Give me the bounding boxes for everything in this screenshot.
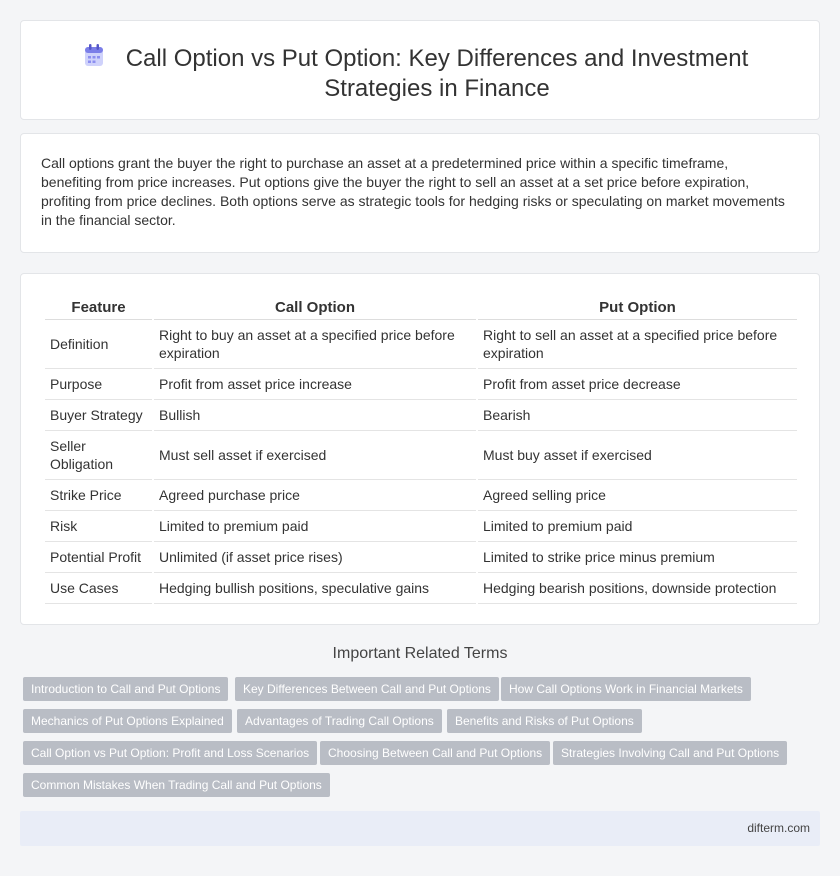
related-term-link[interactable]: Call Option vs Put Option: Profit and Loss Scenarios [23, 741, 317, 765]
site-name[interactable]: difterm.com [747, 821, 810, 835]
cell-call: Profit from asset price increase [154, 369, 476, 400]
table-row [45, 573, 797, 604]
cell-call: Bullish [154, 400, 476, 431]
cell-feature: Purpose [45, 369, 152, 400]
cell-put: Must buy asset if exercised [478, 431, 797, 480]
table-row [45, 542, 797, 573]
table-row [45, 511, 797, 542]
page-title: Call Option vs Put Option: Key Differences and Investment Strategies in Finance [125, 45, 749, 102]
related-term-link[interactable]: Choosing Between Call and Put Options [320, 741, 550, 765]
cell-feature: Potential Profit [45, 542, 152, 573]
related-term-link[interactable]: Mechanics of Put Options Explained [23, 709, 232, 733]
comparison-card [20, 273, 820, 625]
table-row [45, 400, 797, 431]
cell-call: Must sell asset if exercised [154, 431, 476, 480]
cell-put: Limited to premium paid [478, 511, 797, 542]
table-row [45, 320, 797, 369]
comparison-table [43, 297, 799, 604]
related-term-link[interactable]: Advantages of Trading Call Options [237, 709, 442, 733]
related-term-link[interactable]: Introduction to Call and Put Options [23, 677, 228, 701]
cell-feature: Buyer Strategy [45, 400, 152, 431]
header-put-option: Put Option [478, 297, 797, 320]
cell-call: Right to buy an asset at a specified price before expiration [154, 320, 476, 369]
cell-put: Right to sell an asset at a specified price before expiration [478, 320, 797, 369]
header-card [20, 20, 820, 120]
related-term-link[interactable]: Key Differences Between Call and Put Options [235, 677, 499, 701]
intro-text: Call options grant the buyer the right to purchase an asset at a predetermined price within a specific timeframe, benefiting from price increases. Put options give the buyer the right to sell an asset at a set price before expiration, profiting from price declines. Both options serve as strategic tools for hedging risks or speculating on market movements in the financial sector. [41, 155, 785, 228]
cell-feature: Risk [45, 511, 152, 542]
related-term-link[interactable]: Benefits and Risks of Put Options [447, 709, 642, 733]
footer [20, 811, 820, 846]
document-icon [83, 44, 105, 68]
related-term-link[interactable]: Strategies Involving Call and Put Options [553, 741, 787, 765]
header-feature: Feature [45, 297, 152, 320]
cell-put: Profit from asset price decrease [478, 369, 797, 400]
cell-put: Agreed selling price [478, 480, 797, 511]
related-term-link[interactable]: How Call Options Work in Financial Markets [501, 677, 751, 701]
related-terms-title: Important Related Terms [332, 645, 508, 662]
related-term-link[interactable]: Common Mistakes When Trading Call and Put Options [23, 773, 330, 797]
cell-put: Limited to strike price minus premium [478, 542, 797, 573]
intro-card [20, 133, 820, 253]
cell-call: Unlimited (if asset price rises) [154, 542, 476, 573]
cell-feature: Use Cases [45, 573, 152, 604]
cell-feature: Seller Obligation [45, 431, 152, 480]
table-row [45, 369, 797, 400]
cell-call: Limited to premium paid [154, 511, 476, 542]
table-row [45, 480, 797, 511]
table-row [45, 431, 797, 480]
header-call-option: Call Option [154, 297, 476, 320]
cell-call: Hedging bullish positions, speculative gains [154, 573, 476, 604]
cell-put: Hedging bearish positions, downside protection [478, 573, 797, 604]
cell-feature: Definition [45, 320, 152, 369]
cell-put: Bearish [478, 400, 797, 431]
cell-call: Agreed purchase price [154, 480, 476, 511]
cell-feature: Strike Price [45, 480, 152, 511]
